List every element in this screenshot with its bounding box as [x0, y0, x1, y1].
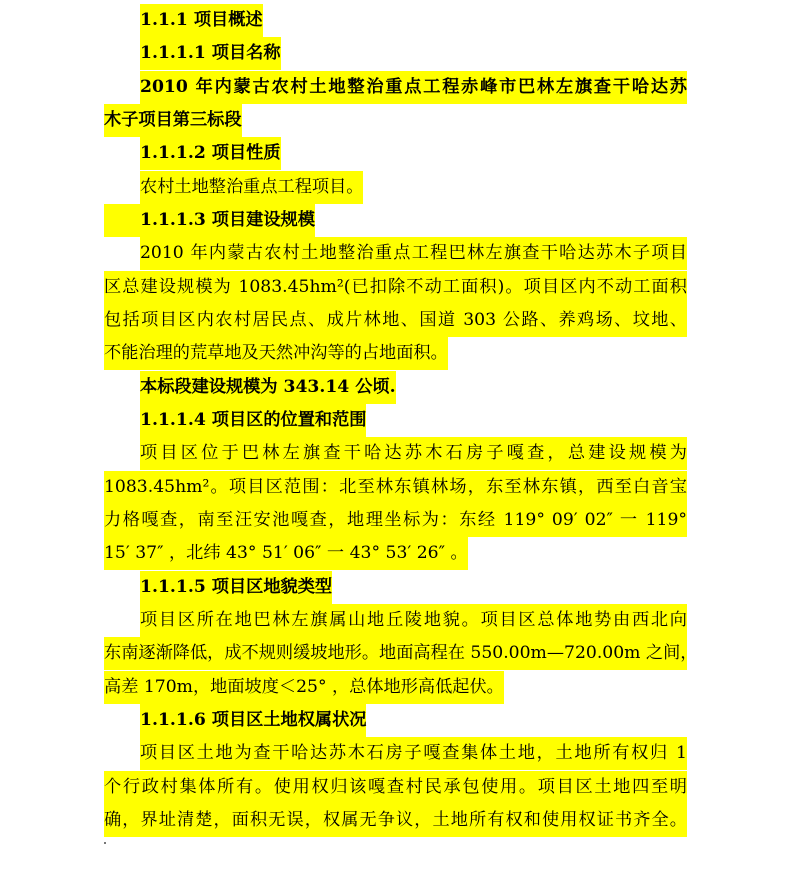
heading-project-nature: 1.1.1.2 项目性质: [140, 137, 281, 170]
landform-line-1: 项目区所在地巴林左旗属山地丘陵地貌。项目区总体地势由西北向: [140, 604, 687, 637]
ownership-line-2: 个行政村集体所有。使用权归该嘎查村民承包使用。项目区土地四至明: [104, 771, 687, 804]
project-name-line-2: 木子项目第三标段: [104, 104, 242, 137]
location-line-2: 1083.45hm²。项目区范围：北至林东镇林场，东至林东镇，西至白音宝: [104, 471, 687, 504]
landform-line-2: 东南逐渐降低，成不规则缓坡地形。地面高程在 550.00m—720.00m 之间，: [104, 637, 687, 670]
landform-line-3: 高差 170m，地面坡度＜25° ，总体地形高低起伏。: [104, 671, 504, 704]
stray-mark: [104, 842, 106, 844]
heading-overview: 1.1.1 项目概述: [140, 4, 263, 37]
project-name-line-1: 2010 年内蒙古农村土地整治重点工程赤峰市巴林左旗查干哈达苏: [140, 71, 687, 104]
heading-location-range: 1.1.1.4 项目区的位置和范围: [140, 404, 366, 437]
location-line-3: 力格嘎查，南至汪安池嘎查，地理坐标为：东经 119° 09′ 02″ 一 119°: [104, 504, 687, 537]
heading-project-name: 1.1.1.1 项目名称: [140, 37, 281, 70]
heading-landform-type: 1.1.1.5 项目区地貌类型: [140, 571, 332, 604]
section-scale-text: 本标段建设规模为 343.14 公顷.: [140, 371, 396, 404]
location-line-1: 项目区位于巴林左旗查干哈达苏木石房子嘎查，总建设规模为: [140, 437, 687, 470]
ownership-line-3: 确，界址清楚，面积无误，权属无争议，土地所有权和使用权证书齐全。: [104, 804, 687, 837]
scale-line-3: 包括项目区内农村居民点、成片林地、国道 303 公路、养鸡场、坟地、: [104, 304, 687, 337]
ownership-line-1: 项目区土地为查干哈达苏木石房子嘎查集体土地，土地所有权归 1: [140, 737, 687, 770]
project-nature-text: 农村土地整治重点工程项目。: [140, 171, 363, 204]
heading-land-ownership: 1.1.1.6 项目区土地权属状况: [140, 704, 366, 737]
scale-line-4: 不能治理的荒草地及天然冲沟等的占地面积。: [104, 337, 448, 370]
scale-line-1: 2010 年内蒙古农村土地整治重点工程巴林左旗查干哈达苏木子项目: [140, 237, 687, 270]
location-line-4: 15′ 37″ ，北纬 43° 51′ 06″ 一 43° 53′ 26″ 。: [104, 537, 468, 570]
scale-line-2: 区总建设规模为 1083.45hm²(已扣除不动工面积)。项目区内不动工面积: [104, 271, 687, 304]
heading-construction-scale: 1.1.1.3 项目建设规模: [104, 204, 315, 237]
